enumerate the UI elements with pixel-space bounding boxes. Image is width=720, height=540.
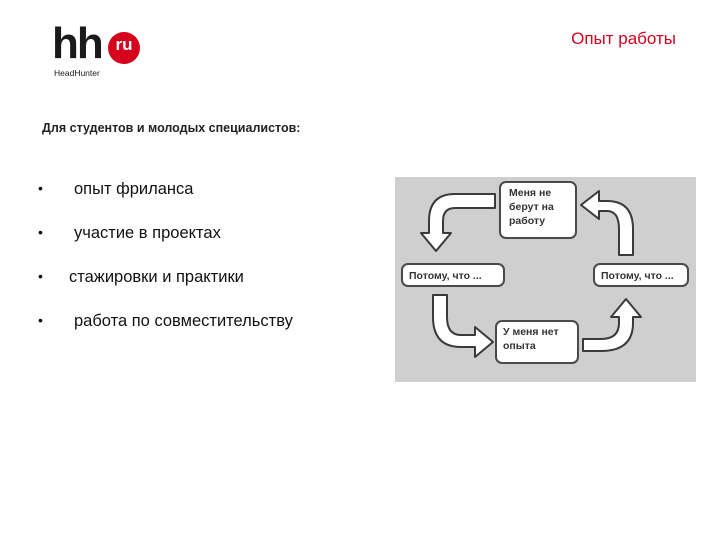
logo-tagline: HeadHunter [54, 68, 100, 78]
bullet-marker: • [38, 312, 43, 328]
cycle-box-left: Потому, что ... [401, 263, 505, 287]
headhunter-logo [52, 19, 144, 82]
logo-badge-text: ru [115, 35, 133, 54]
subtitle: Для студентов и молодых специалистов: [42, 121, 301, 135]
bullet-text: опыт фриланса [74, 180, 194, 198]
cycle-box-right: Потому, что ... [593, 263, 689, 287]
logo-mark: hh [52, 19, 102, 68]
bullet-marker: • [38, 224, 43, 240]
cycle-box-top: Меня не берут на работу [499, 181, 577, 239]
cycle-box-bottom: У меня нет опыта [495, 320, 579, 364]
cycle-diagram [395, 177, 696, 382]
bullet-text: работа по совместительству [74, 312, 293, 330]
slide-title: Опыт работы [571, 29, 676, 48]
bullet-marker: • [38, 180, 43, 196]
bullet-text: стажировки и практики [69, 268, 244, 286]
logo-ru-badge [108, 32, 140, 64]
bullet-marker: • [38, 268, 43, 284]
bullet-text: участие в проектах [74, 224, 221, 242]
